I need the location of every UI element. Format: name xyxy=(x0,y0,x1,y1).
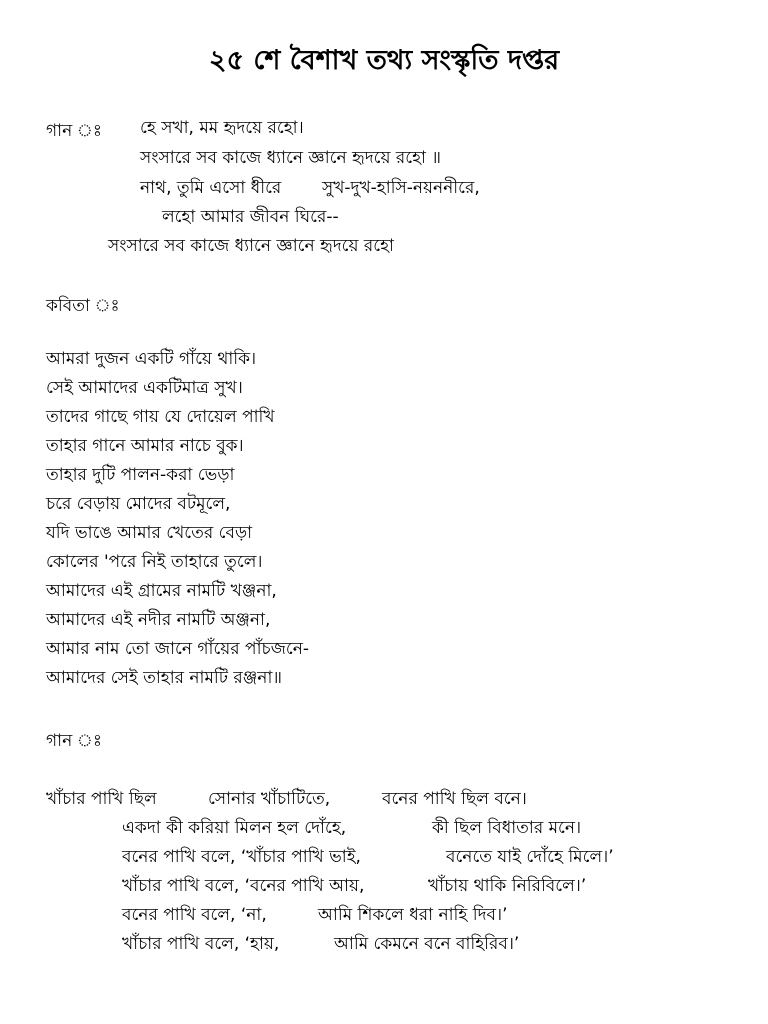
song2-line-segment: বনেতে যাই দোঁহে মিলে।’ xyxy=(446,847,614,867)
song2-line-segment: খাঁচার পাখি ছিল xyxy=(46,789,157,809)
poem-line: সেই আমাদের একটিমাত্র সুখ। xyxy=(46,378,243,398)
song2-line-segment: আমি শিকলে ধরা নাহি দিব।’ xyxy=(318,905,508,925)
poem-line: তাদের গাছে গায় যে দোয়েল পাখি xyxy=(46,407,275,427)
song2-line-segment: বনের পাখি ছিল বনে। xyxy=(382,789,527,809)
song2-line-segment: খাঁচার পাখি বলে, ‘হায়, xyxy=(122,934,280,954)
song-label-2: গান ঃ xyxy=(46,731,102,751)
poem-line: আমাদের এই গ্রামের নামটি খঞ্জনা, xyxy=(46,581,277,601)
poem-line: আমাদের এই নদীর নামটি অঞ্জনা, xyxy=(46,610,271,630)
song1-line: নাথ, তুমি এসো ধীরে xyxy=(140,178,282,198)
song2-line-segment: খাঁচার পাখি বলে, ‘বনের পাখি আয়, xyxy=(122,876,365,896)
song2-line-segment: একদা কী করিয়া মিলন হল দোঁহে, xyxy=(122,818,347,838)
poem-line: যদি ভাঙে আমার খেতের বেড়া xyxy=(46,523,253,543)
song1-line: সুখ-দুখ-হাসি-নয়ননীরে, xyxy=(322,178,480,198)
poem-line: তাহার দুটি পালন-করা ভেড়া xyxy=(46,465,235,485)
song-label-1: গান ঃ xyxy=(46,121,102,141)
song2-line-segment: বনের পাখি বলে, ‘না, xyxy=(122,905,267,925)
poem-line: চরে বেড়ায় মোদের বটমূলে, xyxy=(46,494,231,514)
poem-line: আমরা দুজন একটি গাঁয়ে থাকি। xyxy=(46,349,257,369)
song1-line: সংসারে সব কাজে ধ্যানে জ্ঞানে হৃদয়ে রহো xyxy=(108,236,394,256)
poem-line: আমাদের সেই তাহার নামটি রঞ্জনা॥ xyxy=(46,668,283,688)
poem-line: তাহার গানে আমার নাচে বুক। xyxy=(46,436,244,456)
song2-line-segment: কী ছিল বিধাতার মনে। xyxy=(432,818,582,838)
song2-line-segment: আমি কেমনে বনে বাহিরিব।’ xyxy=(334,934,520,954)
song1-line: হে সখা, মম হৃদয়ে রহো। xyxy=(140,118,304,138)
song2-line-segment: খাঁচায় থাকি নিরিবিলে।’ xyxy=(428,876,587,896)
page-title: ২৫ শে বৈশাখ তথ্য সংস্কৃতি দপ্তর xyxy=(208,45,560,76)
poem-line: আমার নাম তো জানে গাঁয়ের পাঁচজনে- xyxy=(46,639,310,659)
poem-label: কবিতা ঃ xyxy=(46,296,120,316)
poem-line: কোলের 'পরে নিই তাহারে তুলে। xyxy=(46,552,263,572)
song2-line-segment: বনের পাখি বলে, ‘খাঁচার পাখি ভাই, xyxy=(122,847,361,867)
song1-line: লহো আমার জীবন ঘিরে-- xyxy=(162,207,339,227)
song2-line-segment: সোনার খাঁচাটিতে, xyxy=(208,789,331,809)
song1-line: সংসারে সব কাজে ধ্যানে জ্ঞানে হৃদয়ে রহো ॥ xyxy=(140,148,441,168)
